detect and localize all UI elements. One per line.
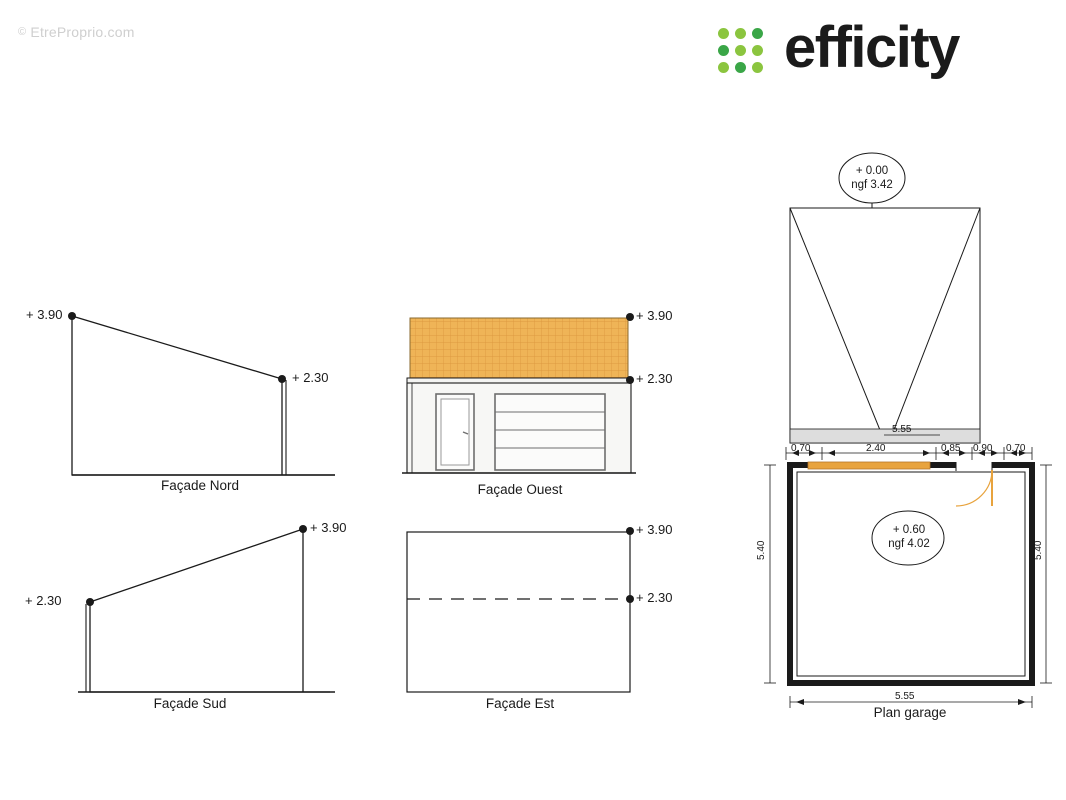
plan-garage-drawing	[740, 140, 1050, 720]
facade-nord-drawing	[20, 300, 360, 500]
level-label: + 2.30	[292, 370, 329, 385]
level-label: + 2.30	[636, 590, 673, 605]
watermark	[18, 24, 135, 40]
level-label: + 3.90	[636, 522, 673, 537]
bubble-line-1: + 0.00	[855, 165, 889, 177]
facade-ouest-drawing	[380, 300, 700, 500]
level-label: + 2.30	[636, 371, 673, 386]
bubble-line-2: ngf 4.02	[888, 538, 930, 550]
logo-dots-icon	[718, 28, 778, 74]
dim-bottom-total: 5.55	[895, 691, 915, 702]
dim-segment: 2.40	[866, 443, 886, 454]
dim-left-side: 5.40	[756, 540, 767, 560]
dim-segment: 0.70	[1006, 443, 1026, 454]
level-bubble-inside	[873, 523, 945, 551]
facade-caption: Façade Ouest	[477, 482, 563, 497]
dim-segment: 0.70	[791, 443, 811, 454]
efficity-logo	[718, 14, 1002, 86]
facade-caption: Façade Est	[485, 696, 555, 711]
facade-est-drawing	[380, 512, 700, 712]
bubble-line-2: ngf 3.42	[851, 179, 893, 191]
dim-top-total: 5.55	[892, 424, 912, 435]
dim-segment: 0.85	[941, 443, 961, 454]
level-label: + 3.90	[26, 307, 63, 322]
bubble-line-1: + 0.60	[892, 524, 926, 536]
plan-caption: Plan garage	[873, 705, 947, 720]
dim-segment: 0.90	[973, 443, 993, 454]
level-bubble-top	[839, 164, 905, 192]
facade-caption: Façade Sud	[153, 696, 227, 711]
level-label: + 2.30	[25, 593, 62, 608]
logo-wordmark: efficity	[784, 15, 959, 80]
facade-caption: Façade Nord	[160, 478, 240, 493]
watermark-copyright-symbol: ©	[18, 26, 27, 38]
watermark-text: EtreProprio.com	[30, 24, 135, 40]
level-label: + 3.90	[636, 308, 673, 323]
dim-right-side: 5.40	[1033, 540, 1044, 560]
facade-sud-drawing	[20, 512, 360, 712]
level-label: + 3.90	[310, 520, 347, 535]
